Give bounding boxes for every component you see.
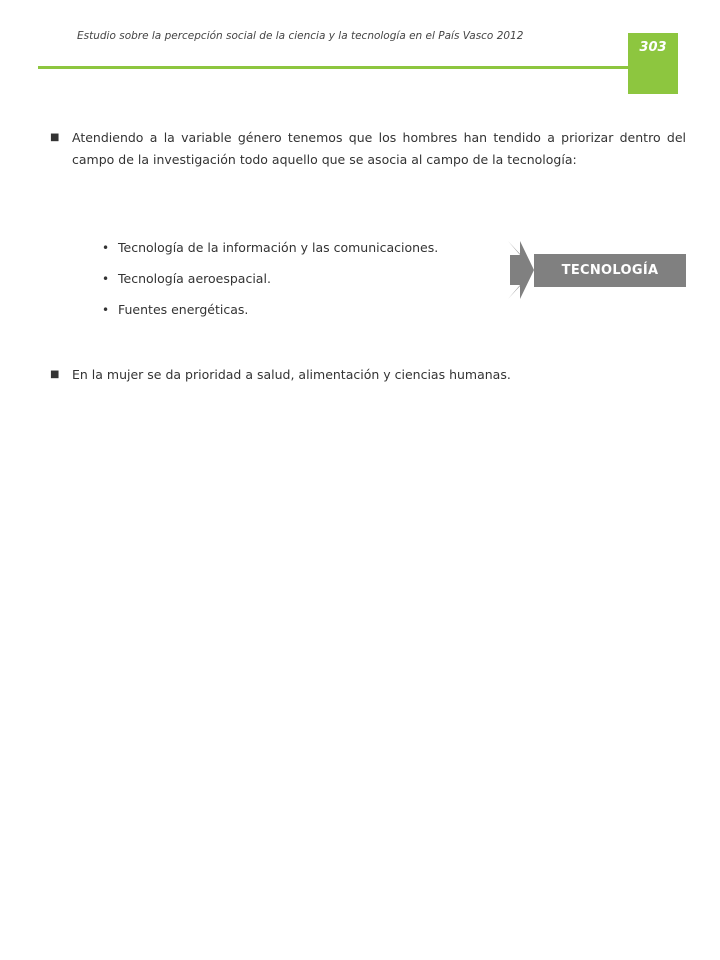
square-bullet-icon: ■ (50, 132, 60, 143)
bullet-dot-icon: • (102, 241, 110, 255)
list-item-text: Fuentes energéticas. (118, 302, 249, 317)
list-item-text: Tecnología aeroespacial. (118, 271, 271, 286)
paragraph-women-text: En la mujer se da prioridad a salud, alimentación y ciencias humanas. (72, 367, 511, 382)
list-item (102, 299, 522, 330)
category-label: TECNOLOGÍA (561, 263, 659, 278)
page-number-tab (628, 33, 678, 94)
square-bullet-icon: ■ (50, 369, 60, 380)
bullet-dot-icon: • (102, 303, 110, 317)
list-item (102, 237, 522, 268)
running-header: Estudio sobre la percepción social de la ciencia y la tecnología en el País Vasco 2012 (77, 30, 524, 42)
paragraph-women (50, 364, 686, 386)
header-divider (38, 66, 630, 69)
list-item (102, 268, 522, 299)
page-number: 303 (639, 40, 667, 55)
paragraph-men (50, 127, 686, 171)
chevron-arrow-icon (508, 241, 534, 299)
category-label-box (534, 254, 686, 287)
paragraph-men-text: Atendiendo a la variable género tenemos que los hombres han tendido a priorizar dentro del campo de la investigación todo aquello que se asocia al campo de la tecnología: (72, 130, 686, 167)
bullet-dot-icon: • (102, 272, 110, 286)
technology-list (102, 237, 522, 330)
list-item-text: Tecnología de la información y las comunicaciones. (118, 240, 439, 255)
